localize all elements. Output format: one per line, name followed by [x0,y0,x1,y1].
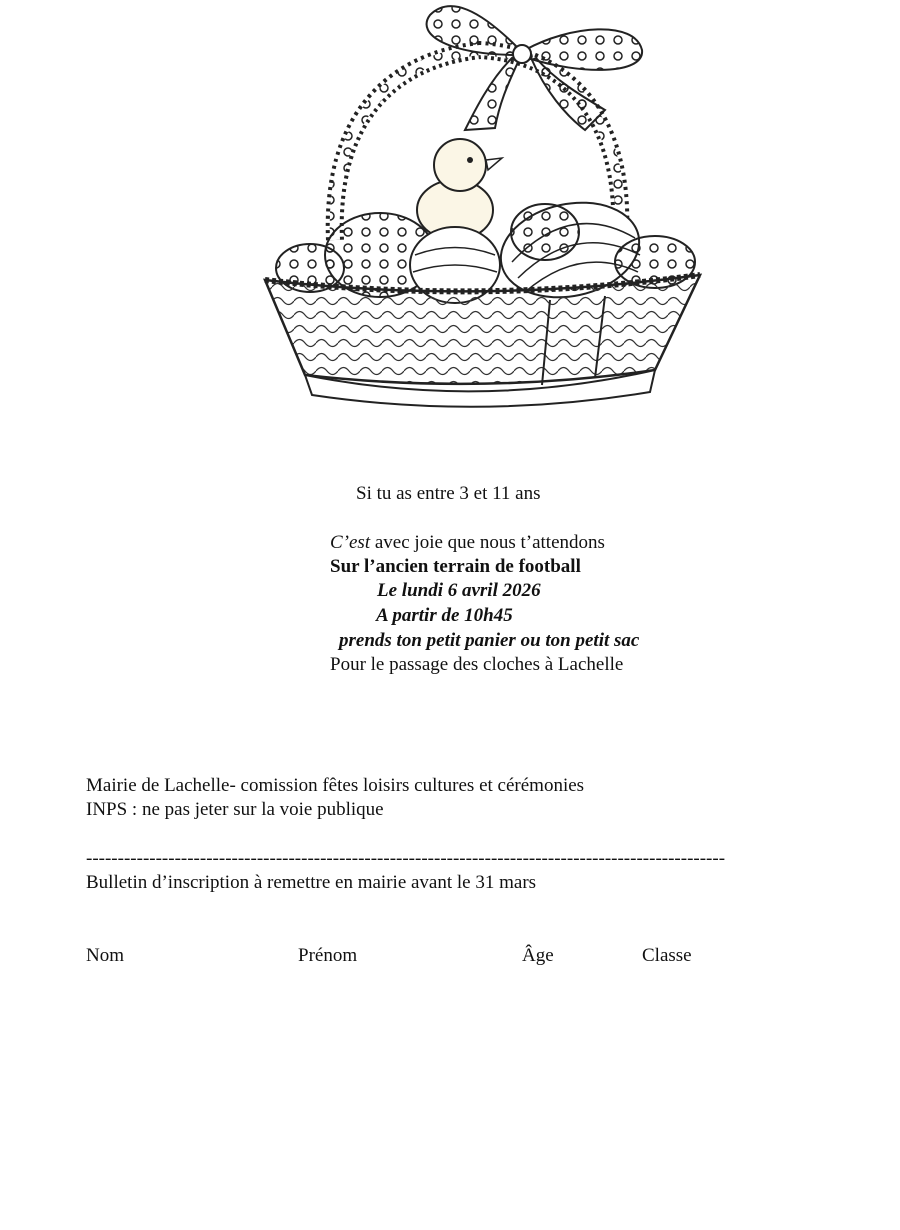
joy-line [330,531,605,555]
bring-basket-line: prends ton petit panier ou ton petit sac [339,630,640,651]
cut-line-separator: ----------------------------------------------------------------------------------------------------- [86,848,726,869]
event-date: Le lundi 6 avril 2026 [377,580,541,601]
column-classe: Classe [642,945,692,966]
event-time: A partir de 10h45 [376,605,513,626]
notice-line: INPS : ne pas jeter sur la voie publique [86,799,384,820]
joy-line-italic: C’est [330,532,371,553]
column-nom: Nom [86,945,124,966]
easter-basket-icon [250,0,710,420]
column-prenom: Prénom [298,945,358,966]
organizer-line: Mairie de Lachelle- comission fêtes loisirs cultures et cérémonies [86,775,585,796]
purpose-line: Pour le passage des cloches à Lachelle [330,654,624,675]
event-place: Sur l’ancien terrain de football [330,556,581,577]
joy-line-rest: avec joie que nous t’attendons [370,532,605,553]
age-line: Si tu as entre 3 et 11 ans [356,483,541,504]
form-instruction: Bulletin d’inscription à remettre en mairie avant le 31 mars [86,872,537,893]
column-age: Âge [522,945,554,966]
